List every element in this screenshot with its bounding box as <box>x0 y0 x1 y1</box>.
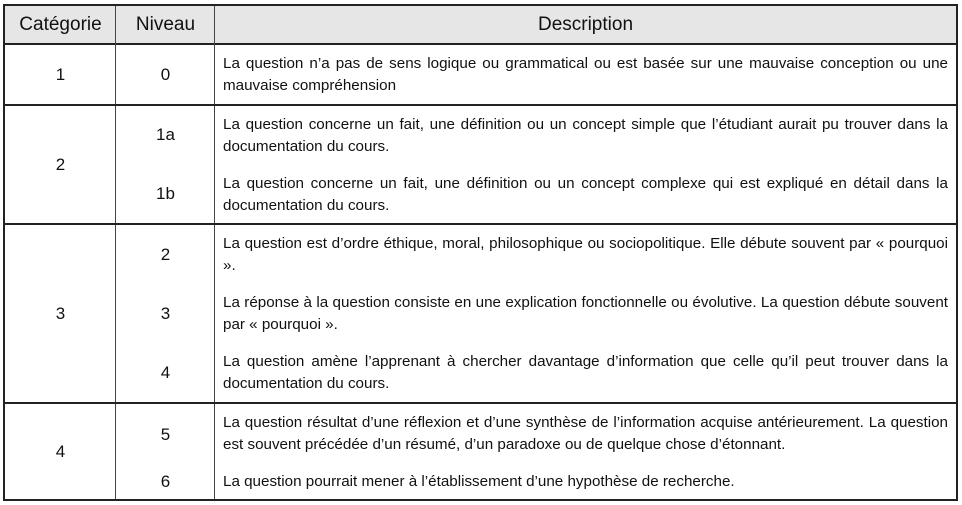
description-cell: La question n’a pas de sens logique ou grammatical ou est basée sur une mauvaise conception ou une mauvaise compréhension <box>223 55 948 94</box>
categorie-cell: 3 <box>55 303 66 323</box>
description-cell: La question amène l’apprenant à chercher davantage d’information que celle qu’il peut trouver dans la documentation du cours. <box>223 353 948 392</box>
description-cell: La question concerne un fait, une définition ou un concept complexe qui est expliqué en détail dans la documentation du cours. <box>223 175 948 214</box>
description-cell: La question est d’ordre éthique, moral, philosophique ou sociopolitique. Elle débute souvent par « pourquoi ». <box>223 235 948 274</box>
niveau-cell: 1b <box>156 184 175 203</box>
niveau-cell: 5 <box>160 425 171 444</box>
niveau-cell: 1a <box>156 125 175 144</box>
header-description: Description <box>537 13 634 35</box>
niveau-cell: 3 <box>160 304 171 323</box>
row-divider <box>5 104 956 106</box>
description-cell: La question pourrait mener à l’établissement d’une hypothèse de recherche. <box>223 473 735 490</box>
header-niveau: Niveau <box>135 13 196 35</box>
row-divider <box>5 223 956 225</box>
categorie-cell: 4 <box>55 441 66 461</box>
niveau-cell: 4 <box>160 363 171 382</box>
niveau-cell: 0 <box>160 64 171 84</box>
row-divider <box>5 402 956 404</box>
niveau-cell: 6 <box>160 472 171 491</box>
categorie-cell: 1 <box>55 64 66 84</box>
header-categorie: Catégorie <box>19 13 102 35</box>
niveau-cell: 2 <box>160 245 171 264</box>
categorie-cell: 2 <box>55 154 66 174</box>
description-cell: La réponse à la question consiste en une explication fonctionnelle ou évolutive. La question débute souvent par « pourquoi ». <box>223 294 948 333</box>
classification-table <box>3 4 958 501</box>
description-cell: La question concerne un fait, une définition ou un concept simple que l’étudiant aurait pu trouver dans la documentation du cours. <box>223 116 948 155</box>
description-cell: La question résultat d’une réflexion et d’une synthèse de l’information acquise antérieurement. La question est souvent précédée d’un résumé, d’un paradoxe ou de quelque chose d’étonnant. <box>223 414 948 453</box>
